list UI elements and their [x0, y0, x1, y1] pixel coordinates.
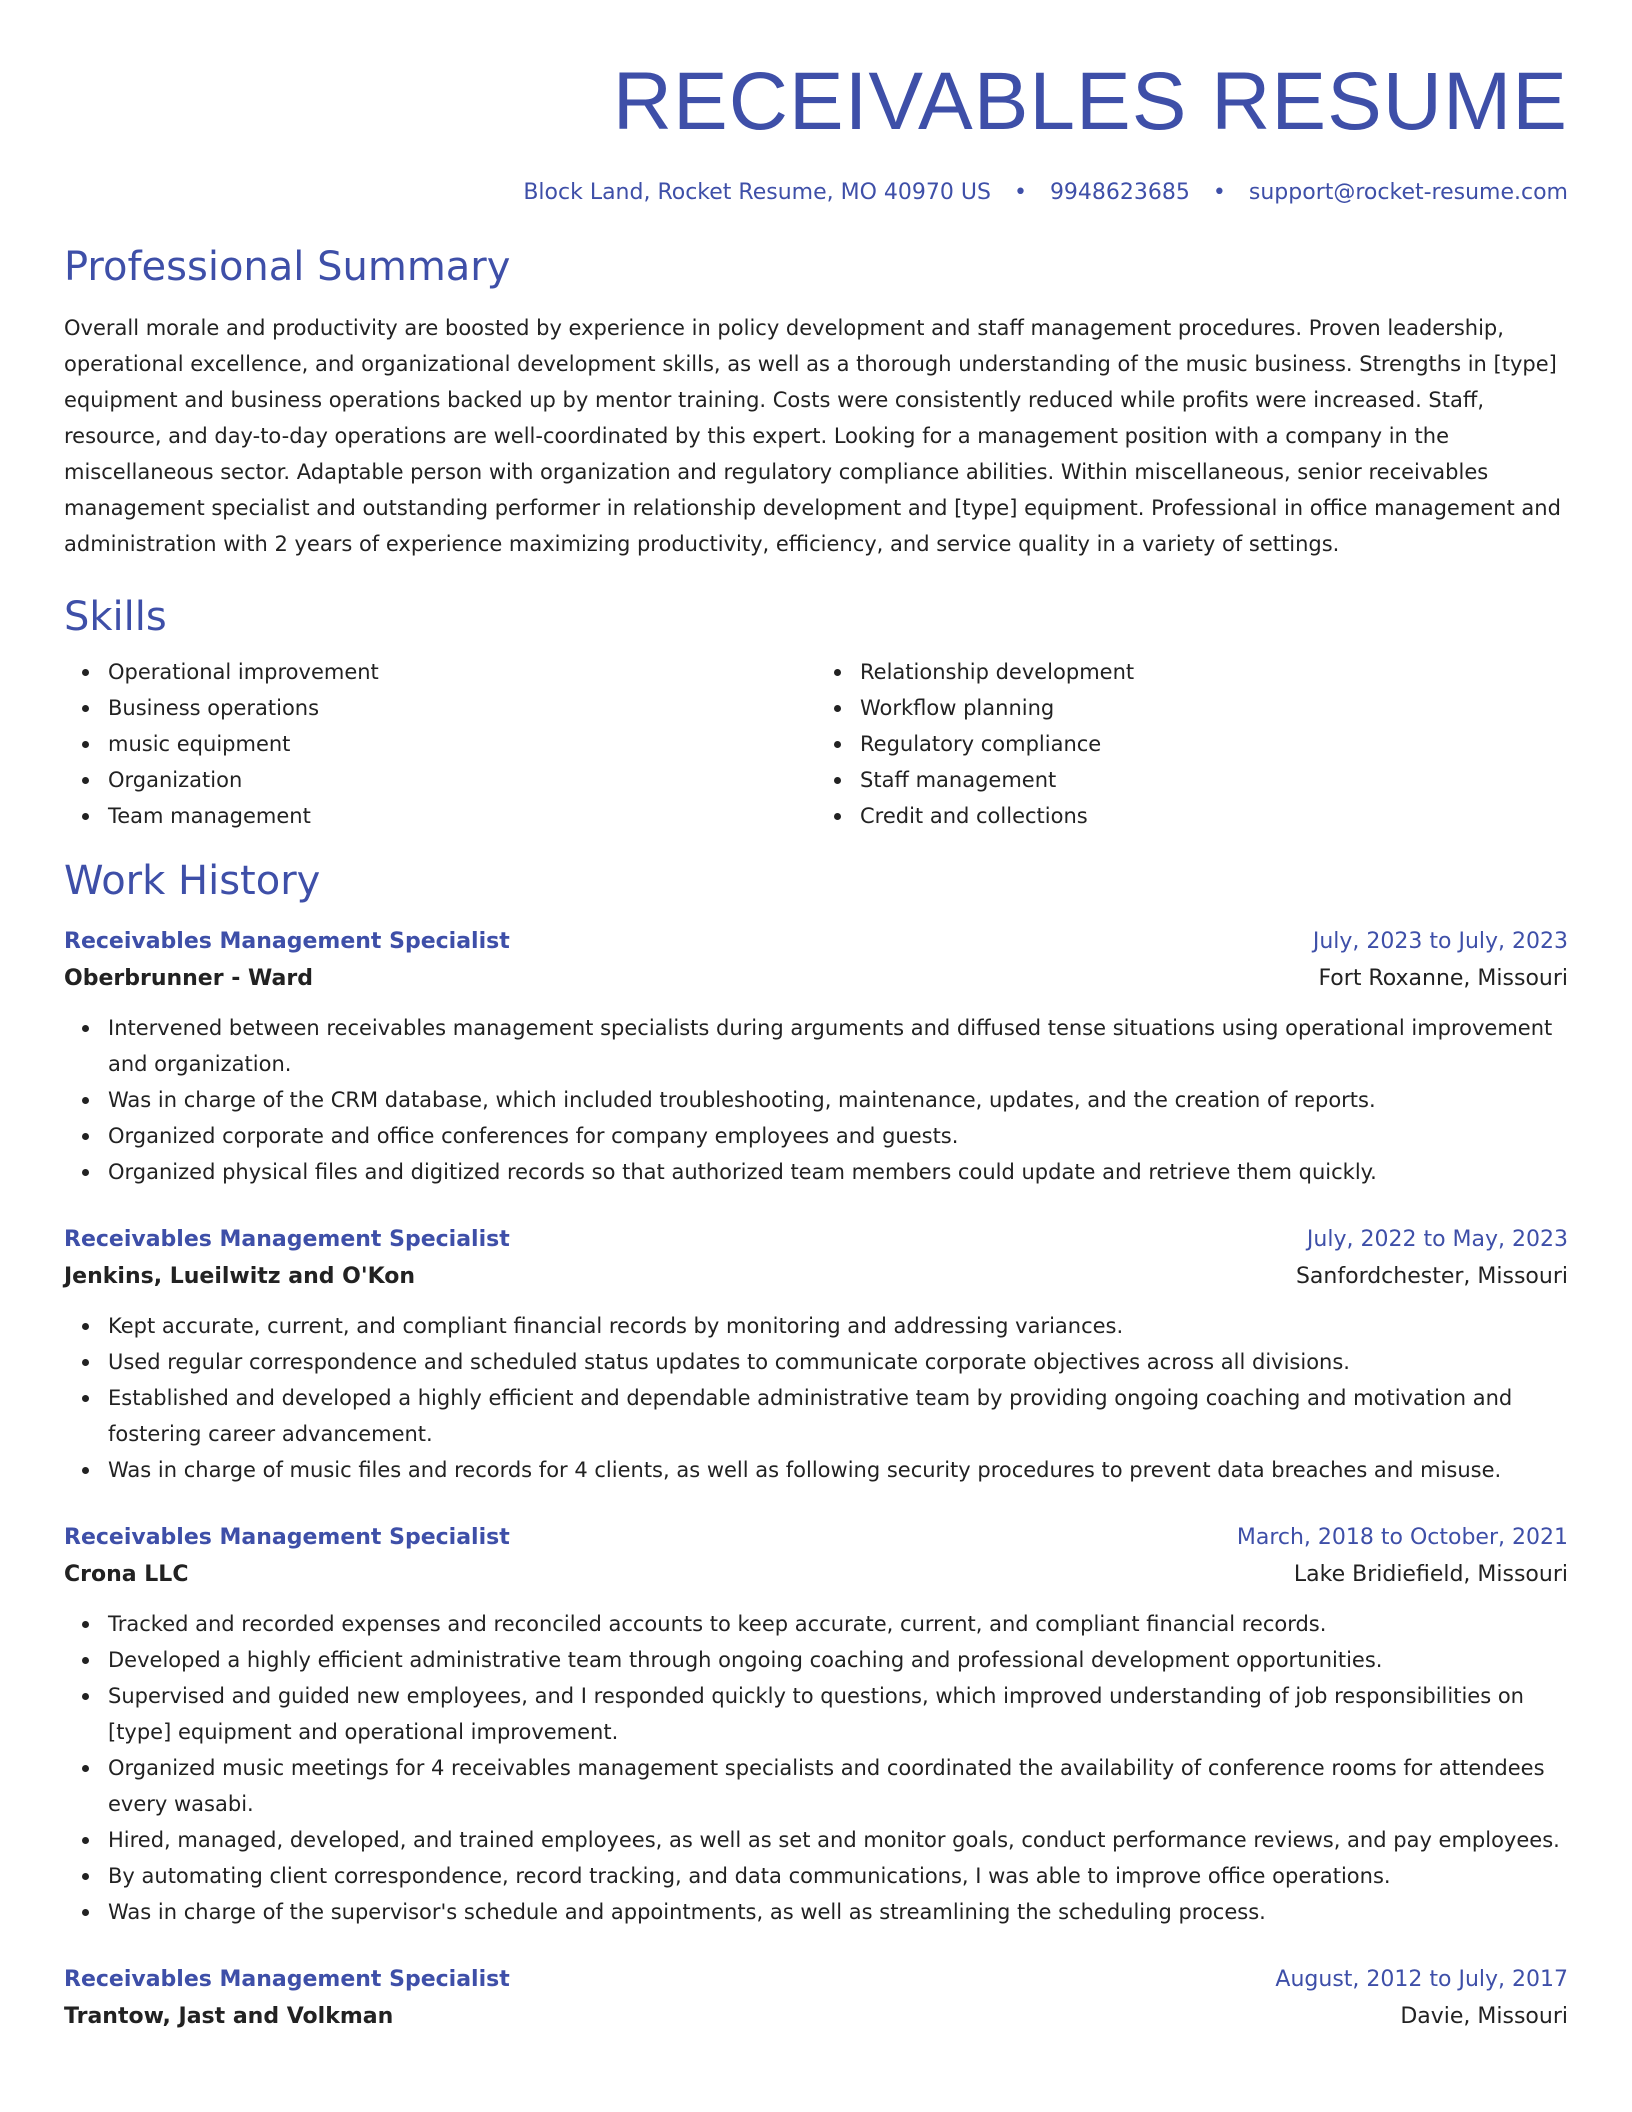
job-company-row — [64, 1258, 1568, 1296]
job-dates: March, 2018 to October, 2021 — [1236, 1525, 1568, 1550]
job-entry — [64, 1222, 1568, 1488]
contact-phone: 9948623685 — [1049, 180, 1190, 205]
job-dates: August, 2012 to July, 2017 — [1275, 1967, 1568, 1992]
job-location: Davie, Missouri — [1400, 2004, 1568, 2029]
job-title: Receivables Management Specialist — [64, 929, 510, 954]
contact-separator: • — [1013, 180, 1027, 205]
contact-address: Block Land, Rocket Resume, MO 40970 US — [523, 180, 991, 205]
job-bullet: Established and developed a highly efficient and dependable administrative team by providing ongoing coaching and motivation and fostering career advancement. — [108, 1380, 1568, 1452]
job-bullets — [64, 1308, 1568, 1488]
job-company: Jenkins, Lueilwitz and O'Kon — [64, 1264, 416, 1289]
job-location: Lake Bridiefield, Missouri — [1293, 1562, 1568, 1587]
skill-item: Staff management — [860, 762, 1568, 798]
job-dates: July, 2023 to July, 2023 — [1312, 929, 1568, 954]
job-entry — [64, 1962, 1568, 2036]
job-entry — [64, 924, 1568, 1190]
job-company: Crona LLC — [64, 1562, 189, 1587]
skills-column-right — [816, 654, 1568, 834]
job-company-row — [64, 1998, 1568, 2036]
skill-item: Regulatory compliance — [860, 726, 1568, 762]
job-location: Sanfordchester, Missouri — [1295, 1264, 1568, 1289]
job-bullet: Used regular correspondence and scheduled status updates to communicate corporate objectives across all divisions. — [108, 1344, 1568, 1380]
skill-item: Credit and collections — [860, 798, 1568, 834]
job-location: Fort Roxanne, Missouri — [1318, 966, 1568, 991]
job-title: Receivables Management Specialist — [64, 1525, 510, 1550]
job-entry — [64, 1520, 1568, 1930]
skills-column-left — [64, 654, 816, 834]
job-bullet: Developed a highly efficient administrative team through ongoing coaching and professional development opportunities. — [108, 1642, 1568, 1678]
skill-item: Team management — [108, 798, 816, 834]
skill-item: Relationship development — [860, 654, 1568, 690]
job-bullet: Organized corporate and office conferences for company employees and guests. — [108, 1118, 1568, 1154]
skills-heading: Skills — [64, 594, 167, 640]
job-bullet: Organized physical files and digitized records so that authorized team members could update and retrieve them quickly. — [108, 1154, 1568, 1190]
job-bullet: Was in charge of music files and records for 4 clients, as well as following security procedures to prevent data breaches and misuse. — [108, 1452, 1568, 1488]
job-bullet: By automating client correspondence, record tracking, and data communications, I was able to improve office operations. — [108, 1858, 1568, 1894]
contact-line — [64, 178, 1568, 208]
skill-item: Organization — [108, 762, 816, 798]
job-title-row — [64, 1520, 1568, 1556]
job-bullet: Supervised and guided new employees, and I responded quickly to questions, which improved understanding of job responsibilities on [type] equipment and operational improvement. — [108, 1678, 1568, 1750]
job-company: Oberbrunner - Ward — [64, 966, 313, 991]
skills-grid — [64, 654, 1568, 834]
skill-item: music equipment — [108, 726, 816, 762]
job-company-row — [64, 960, 1568, 998]
resume-name: RECEIVABLES RESUME — [612, 56, 1568, 147]
job-company: Trantow, Jast and Volkman — [64, 2004, 394, 2029]
summary-heading: Professional Summary — [64, 244, 511, 290]
job-bullet: Hired, managed, developed, and trained employees, as well as set and monitor goals, conduct performance reviews, and pay employees. — [108, 1822, 1568, 1858]
summary-text: Overall morale and productivity are boosted by experience in policy development and staff management procedures. Proven leadership, operational excellence, and organizational development skills, as well as a thorough understanding of the music business. Strengths in [type] equipment and business operations backed up by mentor training. Costs were consistently reduced while profits were increased. Staff, resource, and day-to-day operations are well-coordinated by this expert. Looking for a management position with a company in the miscellaneous sector. Adaptable person with organization and regulatory compliance abilities. Within miscellaneous, senior receivables management specialist and outstanding performer in relationship development and [type] equipment. Professional in office management and administration with 2 years of experience maximizing productivity, efficiency, and service quality in a variety of settings. — [64, 316, 1561, 556]
job-bullet: Kept accurate, current, and compliant financial records by monitoring and addressing variances. — [108, 1308, 1568, 1344]
job-dates: July, 2022 to May, 2023 — [1306, 1227, 1568, 1252]
skill-item: Workflow planning — [860, 690, 1568, 726]
job-title-row — [64, 1222, 1568, 1258]
job-bullet: Organized music meetings for 4 receivables management specialists and coordinated the availability of conference rooms for attendees every wasabi. — [108, 1750, 1568, 1822]
job-bullet: Intervened between receivables management specialists during arguments and diffused tense situations using operational improvement and organization. — [108, 1010, 1568, 1082]
job-bullet: Was in charge of the supervisor's schedule and appointments, as well as streamlining the scheduling process. — [108, 1894, 1568, 1930]
job-bullets — [64, 1606, 1568, 1930]
job-company-row — [64, 1556, 1568, 1594]
job-bullet: Was in charge of the CRM database, which included troubleshooting, maintenance, updates, and the creation of reports. — [108, 1082, 1568, 1118]
job-bullet: Tracked and recorded expenses and reconciled accounts to keep accurate, current, and compliant financial records. — [108, 1606, 1568, 1642]
contact-email: support@rocket-resume.com — [1248, 180, 1568, 205]
contact-separator: • — [1212, 180, 1226, 205]
job-title-row — [64, 924, 1568, 960]
job-bullets — [64, 1010, 1568, 1190]
work-history-heading: Work History — [64, 858, 321, 904]
job-title-row — [64, 1962, 1568, 1998]
skill-item: Operational improvement — [108, 654, 816, 690]
resume-header — [64, 52, 1568, 208]
job-title: Receivables Management Specialist — [64, 1967, 510, 1992]
job-title: Receivables Management Specialist — [64, 1227, 510, 1252]
skill-item: Business operations — [108, 690, 816, 726]
